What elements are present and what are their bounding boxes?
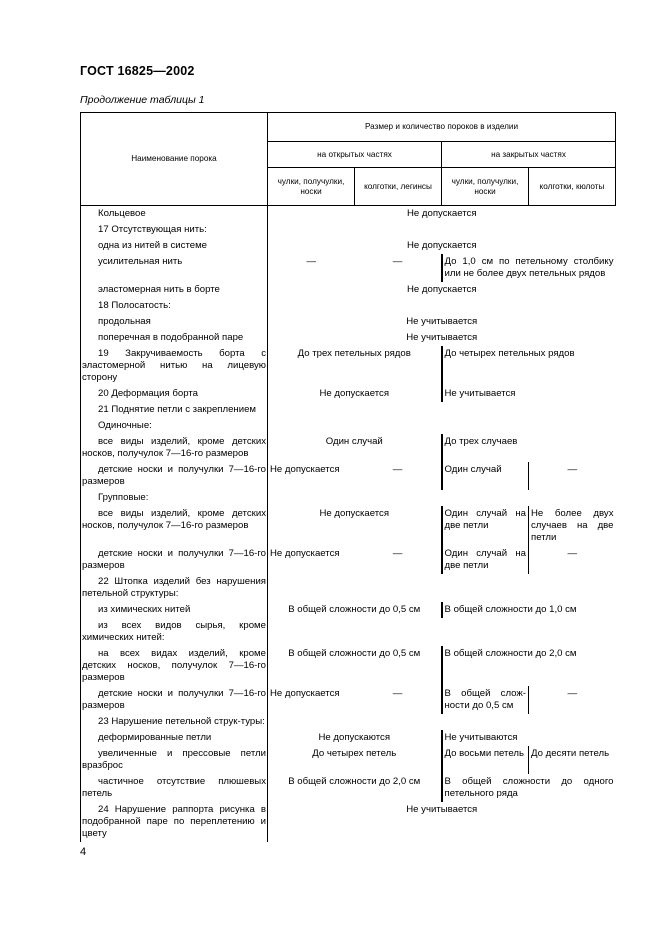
header-size-quantity: Размер и количество пороков в изделии <box>268 113 616 142</box>
empty-cell <box>268 222 616 238</box>
table-row <box>81 506 616 546</box>
defect-name-cell: усилительная нить <box>81 254 268 282</box>
table-row <box>81 314 616 330</box>
value-cell-open: Не допускается <box>268 506 442 546</box>
value-cell-all: Не учитывается <box>406 316 478 327</box>
table-row <box>81 462 616 490</box>
table-row <box>81 546 616 574</box>
table-row <box>81 238 616 254</box>
value-cell-open: В общей сложности до 2,0 см <box>268 774 442 802</box>
defect-name-cell: увеличенные и прессовые петли вразброс <box>81 746 268 774</box>
defect-name-cell: 17 Отсутствующая нить: <box>81 222 268 238</box>
defect-name-cell: из химических нитей <box>81 602 268 618</box>
value-cell-all: Не допускается <box>406 208 477 219</box>
table-body <box>81 206 616 843</box>
header-closed-parts: на закрытых частях <box>442 142 616 168</box>
value-cell-closed-stockings: Один случай <box>442 462 529 490</box>
defect-name-cell: Кольцевое <box>81 206 268 223</box>
defects-table <box>80 112 616 842</box>
defect-name-cell: 24 Нарушение раппорта рисунка в подобранной паре по переплетению и цвету <box>81 802 268 842</box>
value-cell-open: В общей сложности до 0,5 см <box>268 646 442 686</box>
value-cell-all: Не учитывается <box>406 332 478 343</box>
defect-name-cell: все виды изделий, кроме детских носков, получулок 7—16-го размеров <box>81 506 268 546</box>
defect-name-cell: из всех видов сырья, кроме химических нитей: <box>81 618 268 646</box>
table-row <box>81 418 616 434</box>
empty-cell <box>268 418 616 434</box>
table-row <box>81 490 616 506</box>
table-row <box>81 298 616 314</box>
defect-name-cell: 21 Поднятие петли с закреплением <box>81 402 268 418</box>
value-cell-closed-tights: Не более двух случаев на две петли <box>531 508 614 543</box>
empty-cell <box>268 618 616 646</box>
table-row <box>81 282 616 298</box>
defect-name-cell: деформированные петли <box>81 730 268 746</box>
table-row <box>81 774 616 802</box>
defect-name-cell: 22 Штопка изделий без нарушения петельной структуры: <box>81 574 268 602</box>
value-cell-open-tights: — <box>355 254 442 282</box>
defect-name-cell: продольная <box>81 314 268 330</box>
defect-name-cell: все виды изделий, кроме детских носков, получулок 7—16-го размеров <box>81 434 268 462</box>
value-cell-open: До трех петельных рядов <box>268 346 442 386</box>
table-continuation-label: Продолжение таблицы 1 <box>80 94 205 106</box>
value-cell-open: Не допускается <box>268 386 442 402</box>
defect-name-cell: поперечная в подобранной паре <box>81 330 268 346</box>
defect-name-cell: частичное отсутствие плюшевых петель <box>81 774 268 802</box>
table-row <box>81 602 616 618</box>
defect-name-cell: 19 Закручиваемость борта с эластомерной нитью на лицевую сторону <box>81 346 268 386</box>
value-cell-closed: До трех случаев <box>444 436 518 447</box>
value-cell-closed-stockings: Один случай на две петли <box>442 506 529 546</box>
table-row <box>81 574 616 602</box>
value-cell-closed-tights: — <box>567 688 578 699</box>
table-row <box>81 206 616 223</box>
empty-cell <box>268 714 616 730</box>
value-cell-open-stockings: — <box>306 256 317 267</box>
table-row <box>81 746 616 774</box>
table-header <box>81 113 616 206</box>
value-cell-open-tights: — <box>355 686 442 714</box>
value-cell-closed-tights: До десяти петель <box>531 748 610 759</box>
table-row <box>81 802 616 842</box>
defect-name-cell: Групповые: <box>81 490 268 506</box>
defect-name-cell: детские носки и получулки 7—16-го размеров <box>81 546 268 574</box>
value-cell-all: Не допускается <box>406 240 477 251</box>
value-cell-closed: В общей сложности до одного петельного ряда <box>444 776 614 799</box>
table-row <box>81 434 616 462</box>
empty-cell <box>268 574 616 602</box>
defects-table-container <box>80 112 615 842</box>
table-row <box>81 714 616 730</box>
defect-name-cell: на всех видах изделий, кроме детских носков, получулок 7—16-го размеров <box>81 646 268 686</box>
value-cell-open: Не допускаются <box>268 730 442 746</box>
value-cell-closed-tights: — <box>567 464 578 475</box>
header-open-parts: на открытых частях <box>268 142 442 168</box>
value-cell-open: Один случай <box>268 434 442 462</box>
value-cell-closed: Не учитывается <box>444 388 516 399</box>
value-cell-all: Не допускается <box>406 284 477 295</box>
header-open-stockings: чулки, получулки, носки <box>268 168 355 206</box>
value-cell-closed: До 1,0 см по петельному столбику или не более двух петельных рядов <box>444 256 614 279</box>
defect-name-cell: детские носки и получулки 7—16-го размеров <box>81 462 268 490</box>
defect-name-cell: Одиночные: <box>81 418 268 434</box>
header-closed-tights: колготки, кюлоты <box>529 168 616 206</box>
defect-name-cell: одна из нитей в системе <box>81 238 268 254</box>
value-cell-closed-stockings: Один случай на две петли <box>442 546 529 574</box>
header-open-tights: колготки, легинсы <box>355 168 442 206</box>
table-row <box>81 330 616 346</box>
value-cell-open-stockings: Не допускается <box>270 548 340 559</box>
value-cell-closed: Не учитываются <box>444 732 518 743</box>
value-cell-open: В общей сложности до 0,5 см <box>268 602 442 618</box>
header-defect-name: Наименование порока <box>81 113 268 206</box>
value-cell-open-stockings: Не допускается <box>270 464 340 475</box>
defect-name-cell: 20 Деформация борта <box>81 386 268 402</box>
value-cell-closed: В общей сложности до 2,0 см <box>444 648 577 659</box>
value-cell-closed-stockings: В общей слож-ности до 0,5 см <box>442 686 529 714</box>
table-row <box>81 618 616 646</box>
table-row <box>81 254 616 282</box>
empty-cell <box>268 298 616 314</box>
table-row <box>81 222 616 238</box>
value-cell-closed: До четырех петельных рядов <box>444 348 575 359</box>
value-cell-open-stockings: Не допускается <box>270 688 340 699</box>
value-cell-closed-tights: — <box>567 548 578 559</box>
defect-name-cell: 18 Полосатость: <box>81 298 268 314</box>
table-row <box>81 346 616 386</box>
table-row <box>81 402 616 418</box>
header-closed-stockings: чулки, получулки, носки <box>442 168 529 206</box>
value-cell-all: Не учитывается <box>406 804 478 815</box>
empty-cell <box>268 402 616 418</box>
defect-name-cell: детские носки и получулки 7—16-го размеров <box>81 686 268 714</box>
table-row <box>81 646 616 686</box>
defect-name-cell: эластомерная нить в борте <box>81 282 268 298</box>
value-cell-open-tights: — <box>355 462 442 490</box>
page-header: ГОСТ 16825—2002 <box>80 64 195 78</box>
value-cell-closed-stockings: До восьми петель <box>442 746 529 774</box>
value-cell-open-tights: — <box>355 546 442 574</box>
defect-name-cell: 23 Нарушение петельной струк-туры: <box>81 714 268 730</box>
table-row <box>81 686 616 714</box>
page-number: 4 <box>80 846 87 858</box>
table-row <box>81 386 616 402</box>
value-cell-closed: В общей сложности до 1,0 см <box>444 604 577 615</box>
table-row <box>81 730 616 746</box>
value-cell-open: До четырех петель <box>268 746 442 774</box>
empty-cell <box>268 490 616 506</box>
